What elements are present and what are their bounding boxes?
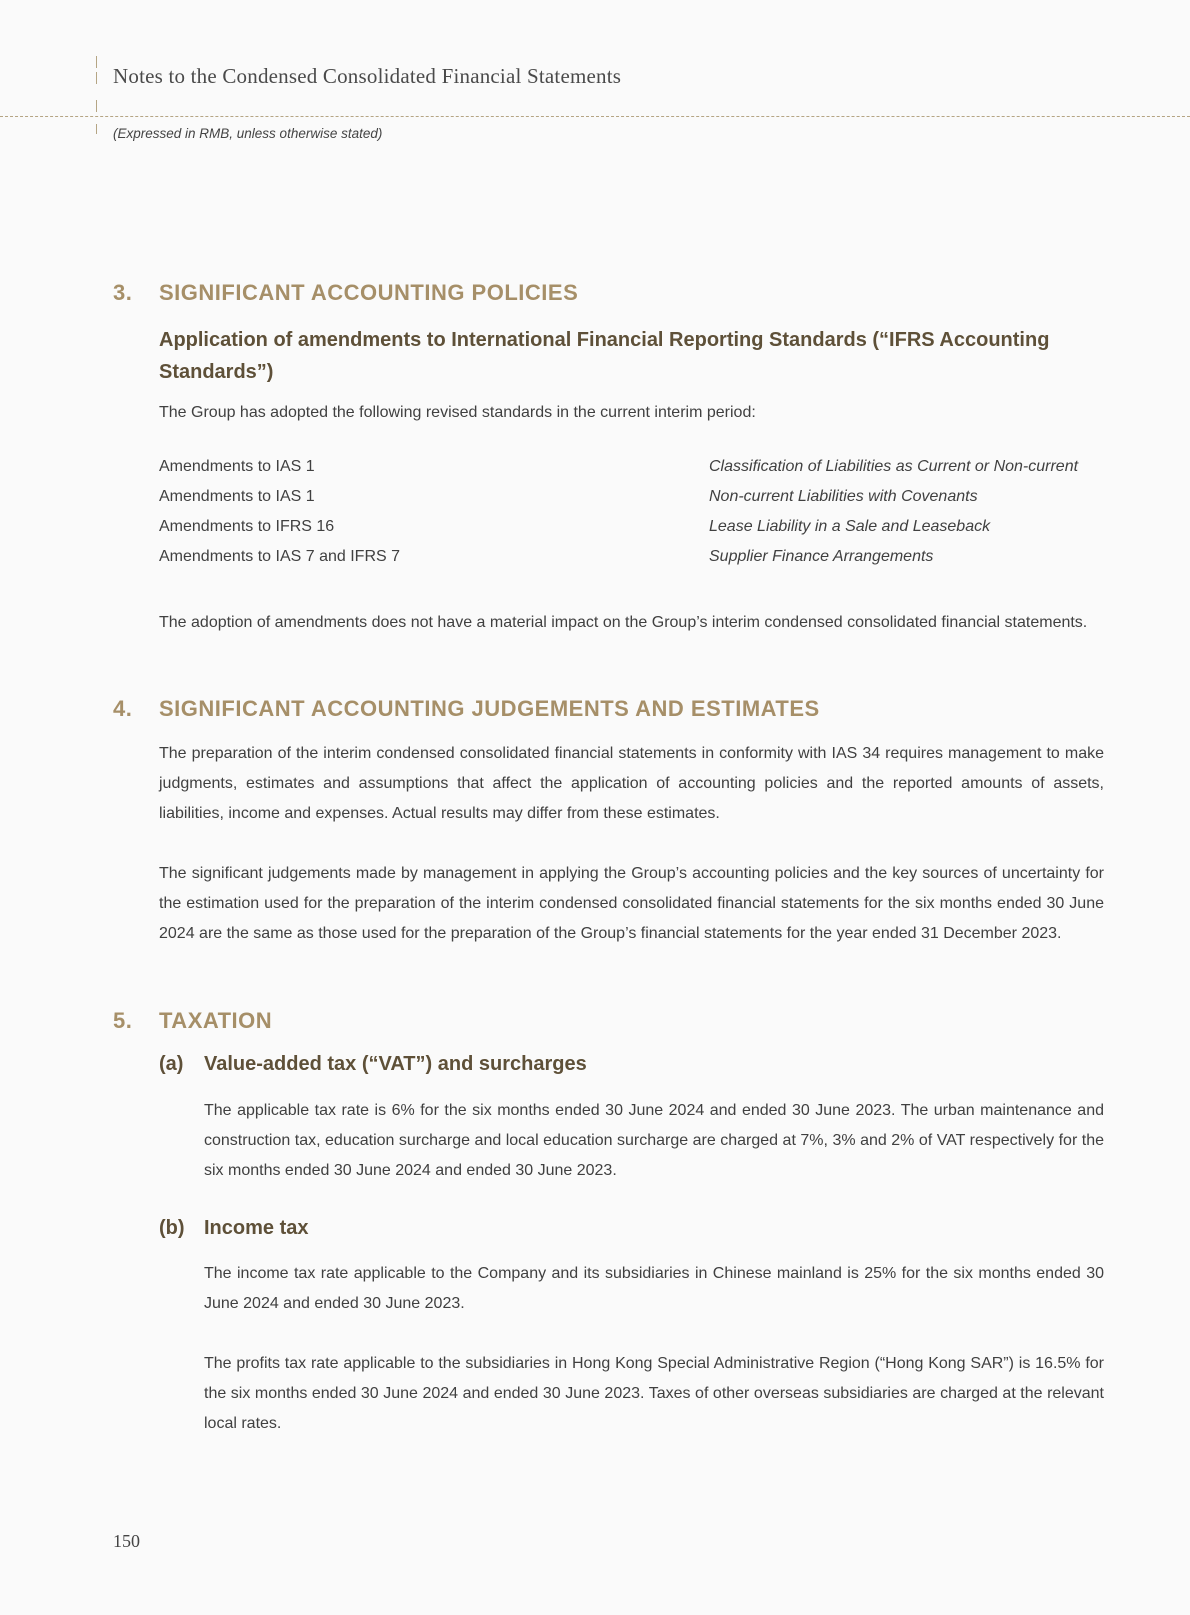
- standard-title: Non-current Liabilities with Covenants: [709, 488, 978, 505]
- standard-row: [159, 548, 1099, 578]
- standard-name: Amendments to IAS 1: [159, 458, 315, 475]
- section-3-title: SIGNIFICANT ACCOUNTING POLICIES: [159, 280, 579, 305]
- header-tick-mid: [96, 72, 97, 84]
- standard-title: Classification of Liabilities as Current or Non-current: [709, 458, 1079, 475]
- subsection-a-label: (a): [159, 1053, 184, 1075]
- standard-title: Supplier Finance Arrangements: [709, 548, 934, 565]
- subsection-a-paragraph: The applicable tax rate is 6% for the six months ended 30 June 2024 and ended 30 June 2023. The urban maintenance and construction tax, education surcharge and local education surcharge are charged at 7%, 3% and 2% of VAT respectively for the six months ended 30 June 2024 and ended 30 June 2023.: [204, 1102, 1104, 1179]
- section-3-closing: The adoption of amendments does not have a material impact on the Group’s interim condensed consolidated financial statements.: [159, 614, 1088, 631]
- subsection-b-paragraph-1: The income tax rate applicable to the Company and its subsidiaries in Chinese mainland is 25% for the six months ended 30 June 2024 and ended 30 June 2023.: [204, 1265, 1104, 1312]
- standard-name: Amendments to IFRS 16: [159, 518, 335, 535]
- section-4-title: SIGNIFICANT ACCOUNTING JUDGEMENTS AND ESTIMATES: [159, 696, 820, 721]
- standard-row: [159, 518, 1099, 548]
- section-4-number: 4.: [113, 696, 133, 721]
- section-3-subheading: Application of amendments to International Financial Reporting Standards (“IFRS Accounting Standards”): [159, 329, 1050, 383]
- section-4-paragraph-1: The preparation of the interim condensed consolidated financial statements in conformity with IAS 34 requires management to make judgments, estimates and assumptions that affect the application of accounting policies and the reported amounts of assets, liabilities, income and expenses. Actual results may differ from these estimates.: [159, 745, 1104, 822]
- standard-row: [159, 488, 1099, 518]
- running-header-subtitle: (Expressed in RMB, unless otherwise stated): [113, 126, 383, 141]
- standard-name: Amendments to IAS 1: [159, 488, 315, 505]
- subsection-b-title: Income tax: [204, 1217, 309, 1239]
- subsection-b-paragraph-2: The profits tax rate applicable to the subsidiaries in Hong Kong Special Administrative Region (“Hong Kong SAR”) is 16.5% for the six months ended 30 June 2024 and ended 30 June 2023. Taxes of other overseas subsidiaries are charged at the relevant local rates.: [204, 1355, 1104, 1432]
- subsection-b-label: (b): [159, 1217, 185, 1239]
- subsection-a-title: Value-added tax (“VAT”) and surcharges: [204, 1053, 587, 1075]
- section-5-number: 5.: [113, 1008, 133, 1033]
- section-5-title: TAXATION: [159, 1008, 273, 1033]
- header-tick-bottom: [96, 124, 97, 134]
- standard-row: [159, 458, 1099, 488]
- header-dashed-rule: [0, 116, 1190, 117]
- running-header-title: Notes to the Condensed Consolidated Financial Statements: [113, 64, 622, 88]
- standard-title: Lease Liability in a Sale and Leaseback: [709, 518, 991, 535]
- section-3-number: 3.: [113, 280, 133, 305]
- section-4-paragraph-2: The significant judgements made by management in applying the Group’s accounting policies and the key sources of uncertainty for the estimation used for the preparation of the interim condensed consolidated financial statements for the six months ended 30 June 2024 are the same as those used for the preparation of the Group’s financial statements for the year ended 31 December 2023.: [159, 865, 1104, 942]
- section-3-intro: The Group has adopted the following revised standards in the current interim period:: [159, 404, 756, 421]
- header-tick-low: [96, 100, 97, 112]
- page-number: 150: [113, 1531, 140, 1551]
- standard-name: Amendments to IAS 7 and IFRS 7: [159, 548, 401, 565]
- header-tick-top: [96, 56, 97, 68]
